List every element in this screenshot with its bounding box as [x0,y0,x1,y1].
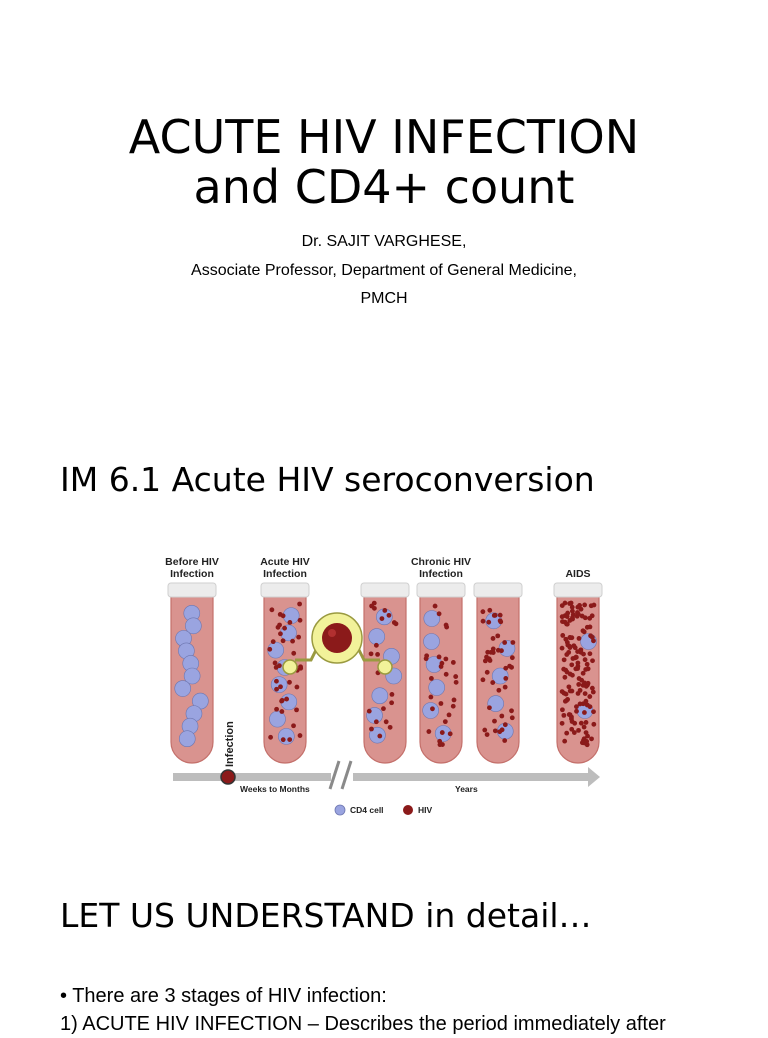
hiv-particle [507,664,512,669]
hiv-particle [564,652,569,657]
hiv-particle [387,613,392,618]
hiv-particle [570,673,575,678]
author-institution: PMCH [360,290,408,307]
hiv-particle [589,736,594,741]
cd4-cell [278,728,294,744]
cd4-cell [429,680,445,696]
hiv-particle [575,610,580,615]
hiv-particle [298,618,303,623]
seroconversion-heading: IM 6.1 Acute HIV seroconversion [60,460,595,499]
hiv-particle [487,608,492,613]
hiv-particle [294,707,299,712]
hiv-particle [290,639,295,644]
tube-cap-2 [261,583,309,597]
hiv-particle [374,719,379,724]
hiv-particle [563,699,568,704]
hiv-particle [574,655,579,660]
hiv-particle [562,739,567,744]
hiv-particle [576,664,581,669]
tube-cap-3 [361,583,409,597]
hiv-particle [277,623,282,628]
hiv-particle [484,655,489,660]
cd4-cell [372,688,388,704]
hiv-particle [560,603,565,608]
hiv-particle [560,614,565,619]
stages-list [60,982,760,1038]
hiv-particle [510,715,515,720]
hiv-particle [585,625,590,630]
hiv-particle [587,616,592,621]
hiv-particle [389,700,394,705]
hiv-particle [485,732,490,737]
hiv-particle [510,640,515,645]
hiv-particle [565,640,570,645]
hiv-particle [581,628,586,633]
hiv-particle [481,677,486,682]
hiv-particle [578,647,583,652]
hiv-particle [372,601,377,606]
hiv-particle [560,707,565,712]
hiv-particle [570,615,575,620]
author-name: Dr. SAJIT VARGHESE, [301,233,467,250]
slide-title [0,112,768,212]
timeline-segment-1 [173,773,331,781]
hiv-particle [566,684,571,689]
hiv-particle [451,660,456,665]
hiv-particle [267,647,272,652]
hiv-particle [438,742,443,747]
hiv-particle [591,638,596,643]
hiv-particle [367,709,372,714]
hiv-particle [586,681,591,686]
author-position: Associate Professor, Department of General Medicine, [191,261,577,279]
hiv-particle [560,633,565,638]
hiv-particle [443,719,448,724]
hiv-particle [380,616,385,621]
hiv-particle [503,685,508,690]
hiv-particle [561,713,566,718]
hiv-particle [298,733,303,738]
label-acute-1: Acute HIV [260,556,310,568]
cd4-cell [369,629,385,645]
hiv-particle [274,679,279,684]
legend-cd4-swatch [335,805,345,815]
hiv-particle [576,728,581,733]
hiv-particle [587,694,592,699]
hiv-particle [568,635,573,640]
hiv-particle [279,709,284,714]
hiv-particle [562,657,567,662]
hiv-particle [430,706,435,711]
hiv-particle [279,699,284,704]
slide-title-line-2: and CD4+ count [193,160,575,214]
cd4-cell [424,634,440,650]
legend-cd4-label: CD4 cell [350,805,384,815]
hiv-particle [583,667,588,672]
hiv-particle [502,738,507,743]
hiv-particle [369,727,374,732]
hiv-particle [495,633,500,638]
hiv-particle [390,692,395,697]
bullet-stages-intro: • There are 3 stages of HIV infection: [60,985,387,1007]
hiv-particle [278,684,283,689]
virus-particle [322,623,352,653]
hiv-particle [499,714,504,719]
hiv-particle [560,619,565,624]
hiv-particle [491,636,496,641]
hiv-particle [583,691,588,696]
hiv-particle [486,620,491,625]
hiv-particle [492,719,497,724]
hiv-particle [480,609,485,614]
hiv-particle [273,661,278,666]
understand-heading: LET US UNDERSTAND in detail… [60,896,592,935]
hiv-particle [269,607,274,612]
hiv-particle [579,721,584,726]
hiv-particle [274,687,279,692]
hiv-particle [296,635,301,640]
hiv-particle [588,633,593,638]
hiv-particle [582,603,587,608]
hiv-particle [375,652,380,657]
hiv-particle [584,730,589,735]
hiv-particle [295,685,300,690]
hiv-particle [491,650,496,655]
tube-cap-6 [554,583,602,597]
hiv-particle [581,683,586,688]
hiv-particle [493,728,498,733]
hiv-particle [268,735,273,740]
hiv-particle [565,614,570,619]
legend-hiv-swatch [403,805,413,815]
hiv-particle [454,680,459,685]
hiv-particle [485,670,490,675]
hiv-particle [384,719,389,724]
hiv-particle [271,639,276,644]
hiv-particle [374,643,379,648]
hiv-particle [499,648,504,653]
hiv-particle [496,688,501,693]
label-chronic-2: Infection [419,568,463,580]
hiv-particle [503,722,508,727]
hiv-particle [274,707,279,712]
hiv-particle [590,658,595,663]
hiv-particle [287,737,292,742]
label-before-2: Infection [170,568,214,580]
cd4-cell [423,703,439,719]
hiv-particle [281,613,286,618]
hiv-particle [503,676,508,681]
tube-cap-1 [168,583,216,597]
hiv-particle [388,725,393,730]
label-chronic-1: Chronic HIV [410,556,472,568]
hiv-particle [577,676,582,681]
hiv-particle [582,725,587,730]
hiv-particle [447,712,452,717]
tube-cap-5 [474,583,522,597]
hiv-particle [568,689,573,694]
hiv-particle [568,645,573,650]
hiv-particle [576,691,581,696]
hiv-particle [579,607,584,612]
connector-left-node [283,660,297,674]
hiv-particle [433,604,438,609]
hiv-particle [369,651,374,656]
hiv-particle [498,618,503,623]
cd4-cell [175,681,191,697]
hiv-particle [429,676,434,681]
hiv-particle [277,663,282,668]
hiv-particle [563,668,568,673]
hiv-particle [582,710,587,715]
hiv-particle [439,664,444,669]
hiv-particle [439,701,444,706]
timeline-break [330,761,351,789]
label-acute-2: Infection [263,568,307,580]
cd4-cell [179,731,195,747]
hiv-particle [392,620,397,625]
hiv-particle [585,662,590,667]
hiv-particle [564,731,569,736]
hiv-particle [576,682,581,687]
hiv-particle [444,672,449,677]
hiv-particle [580,740,585,745]
hiv-particle [564,692,569,697]
cd4-cell [271,677,287,693]
hiv-particle [591,690,596,695]
hiv-particle [424,656,429,661]
hiv-particle [487,705,492,710]
infection-marker [221,770,235,784]
hiv-particle [291,723,296,728]
hiv-particle [583,657,588,662]
label-aids: AIDS [565,568,591,580]
hiv-particle [377,734,382,739]
hiv-particle [577,636,582,641]
hiv-particle [443,657,448,662]
slide-subtitle [0,228,768,314]
hiv-particle [440,730,445,735]
hiv-particle [291,651,296,656]
hiv-particle [498,613,503,618]
hiv-particle [381,706,386,711]
hiv-particle [428,695,433,700]
hiv-particle [481,619,486,624]
hiv-particle [298,666,303,671]
tube-cap-4 [417,583,465,597]
hiv-particle [448,731,453,736]
hiv-particle [281,638,286,643]
hiv-particle [453,674,458,679]
timeline-segment-2 [353,773,588,781]
hiv-particle [510,655,515,660]
hiv-particle [452,698,457,703]
hiv-particle [281,737,286,742]
hiv-particle [451,704,456,709]
hiv-particle [437,611,442,616]
hiv-particle [282,626,287,631]
hiv-particle [584,720,589,725]
hiv-particle [287,680,292,685]
hiv-particle [574,709,579,714]
slide-title-line-1: ACUTE HIV INFECTION [128,110,640,164]
hiv-particle [297,602,302,607]
legend-hiv-label: HIV [418,805,433,815]
hiv-particle [284,697,289,702]
label-before-1: Before HIV [165,556,219,568]
hiv-particle [502,640,507,645]
timeline-years-label: Years [455,784,478,794]
bullet-acute-stage: 1) ACUTE HIV INFECTION – Describes the period immediately after [60,1013,666,1035]
infection-label: Infection [224,721,236,767]
hiv-particle [287,620,292,625]
timeline-weeks-label: Weeks to Months [240,784,310,794]
hiv-particle [482,728,487,733]
hiv-particle [588,651,593,656]
hiv-particle [591,722,596,727]
hiv-particle [565,622,570,627]
hiv-particle [562,675,567,680]
hiv-particle [426,729,431,734]
hiv-particle [437,655,442,660]
hiv-particle [567,601,572,606]
hiv-particle [592,603,597,608]
hiv-particle [490,680,495,685]
hiv-particle [569,716,574,721]
hiv-particle [500,727,505,732]
hiv-particle [591,709,596,714]
hiv-particle [560,646,565,651]
timeline-arrow [173,761,600,789]
hiv-particle [588,704,593,709]
hiv-particle [509,708,514,713]
timeline-arrowhead [588,767,600,787]
hiv-particle [569,662,574,667]
hiv-particle [278,631,283,636]
hiv-particle [444,625,449,630]
hiv-particle [569,727,574,732]
hiv-particle [560,721,565,726]
hiv-particle [492,613,497,618]
virus-highlight [328,629,336,637]
connector-right-node [378,660,392,674]
hiv-particle [382,608,387,613]
hiv-stages-figure [155,545,615,830]
